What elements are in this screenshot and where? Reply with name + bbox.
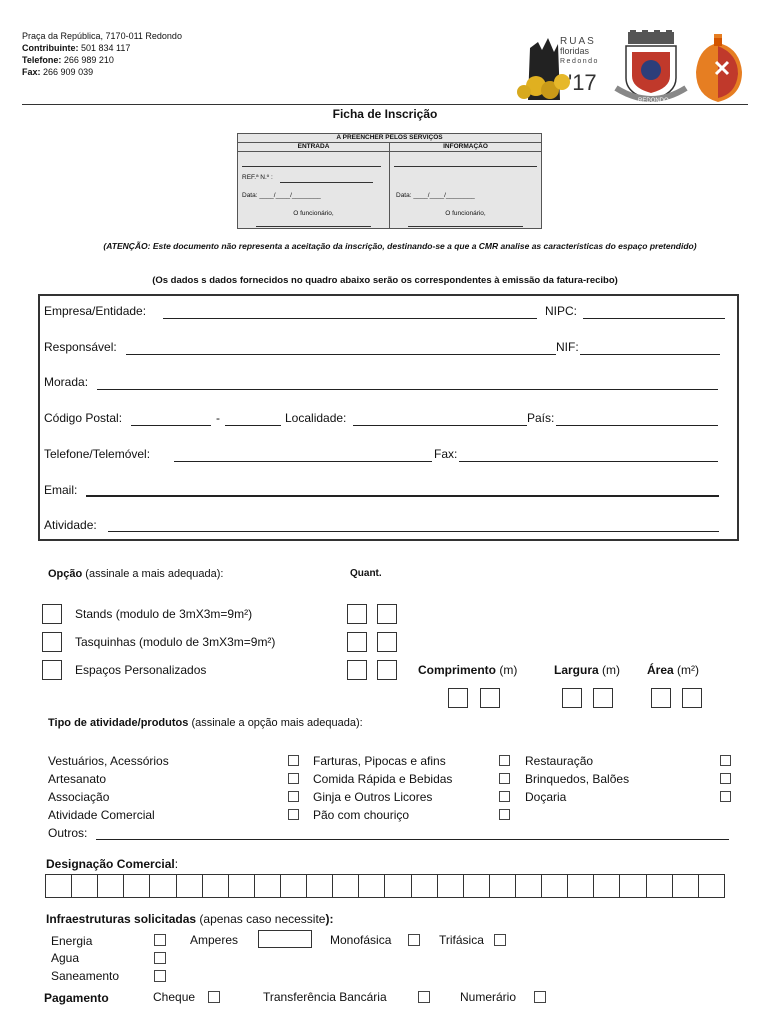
tipo-col3-checkbox[interactable]: [720, 755, 731, 766]
saneamento-label: Saneamento: [51, 969, 120, 983]
address-line: Praça da República, 7170-011 Redondo: [22, 31, 182, 41]
tipo-col1-item: Vestuários, Acessórios: [48, 754, 169, 768]
codigo-postal-input-2[interactable]: [225, 425, 281, 426]
header-divider: [22, 104, 748, 105]
tipo-col2-checkbox[interactable]: [499, 809, 510, 820]
largura-box-2[interactable]: [593, 688, 613, 708]
numerario-checkbox[interactable]: [534, 991, 546, 1003]
largura-box-1[interactable]: [562, 688, 582, 708]
espacos-quant-box-1[interactable]: [347, 660, 367, 680]
informacao-column: [390, 152, 541, 228]
espacos-quant-box-2[interactable]: [377, 660, 397, 680]
empresa-input[interactable]: [163, 318, 537, 319]
area-heading: Área (m²): [647, 663, 700, 677]
area-box-2[interactable]: [682, 688, 702, 708]
tipo-col2-checkbox[interactable]: [499, 773, 510, 784]
codigo-postal-dash: -: [216, 411, 220, 425]
tipo-heading: Tipo de atividade/produtos (assinale a opção mais adequada):: [48, 717, 363, 729]
redondo-crest-logo: [612, 30, 692, 106]
designacao-grid[interactable]: [45, 874, 725, 898]
informacao-date: Data: ____/____/________: [396, 192, 475, 199]
quant-heading: Quant.: [350, 568, 382, 579]
services-header: A PREENCHER PELOS SERVIÇOS: [238, 134, 541, 143]
telefone-input[interactable]: [174, 461, 432, 462]
contribuinte-line: Contribuinte: 501 834 117: [22, 43, 131, 53]
tasquinhas-quant-box-2[interactable]: [377, 632, 397, 652]
nif-label: NIF:: [556, 340, 579, 354]
nipc-label: NIPC:: [545, 304, 578, 318]
tasquinhas-quant-box-1[interactable]: [347, 632, 367, 652]
tipo-col2-checkbox[interactable]: [499, 755, 510, 766]
fax-line: Fax: 266 909 039: [22, 67, 94, 77]
empresa-label: Empresa/Entidade:: [44, 304, 147, 318]
morada-label: Morada:: [44, 375, 89, 389]
saneamento-checkbox[interactable]: [154, 970, 166, 982]
opcao-heading: Opção (assinale a mais adequada):: [48, 568, 224, 580]
attention-note: (ATENÇÃO: Este documento não representa a aceitação da inscrição, destinando-se a que a CMR analise as características do espaço pretendido): [103, 241, 697, 251]
localidade-input[interactable]: [353, 425, 527, 426]
transferencia-label: Transferência Bancária: [263, 990, 387, 1004]
trifasica-checkbox[interactable]: [494, 934, 506, 946]
responsavel-input[interactable]: [126, 354, 556, 355]
largura-heading: Largura (m): [554, 663, 621, 677]
ruas-floridas-logo: [508, 28, 608, 106]
monofasica-checkbox[interactable]: [408, 934, 420, 946]
comprimento-heading: Comprimento (m): [418, 663, 518, 677]
tipo-col2-item: Comida Rápida e Bebidas: [313, 772, 453, 786]
responsavel-label: Responsável:: [44, 340, 117, 354]
monofasica-label: Monofásica: [330, 933, 392, 947]
espacos-checkbox[interactable]: [42, 660, 62, 680]
designacao-heading: Designação Comercial:: [46, 857, 179, 871]
logo-redondo-text: Redondo: [560, 58, 599, 65]
tipo-col3-item: Brinquedos, Balões: [525, 772, 630, 786]
tasquinhas-label: Tasquinhas (modulo de 3mX3m=9m²): [75, 635, 276, 649]
morada-input[interactable]: [97, 389, 718, 390]
tipo-col2-item: Pão com chouriço: [313, 808, 410, 822]
logo-year-text: '17: [568, 70, 597, 95]
customer-data-box: [38, 294, 739, 541]
pottery-logo: [692, 32, 752, 104]
nipc-input[interactable]: [583, 318, 725, 319]
invoice-note: (Os dados s dados fornecidos no quadro abaixo serão os correspondentes à emissão da fatura-recibo): [152, 275, 618, 286]
tipo-col2-item: Ginja e Outros Licores: [313, 790, 433, 804]
comprimento-box-2[interactable]: [480, 688, 500, 708]
outros-input[interactable]: [96, 839, 729, 840]
energia-checkbox[interactable]: [154, 934, 166, 946]
codigo-postal-input-1[interactable]: [131, 425, 211, 426]
email-label: Email:: [44, 483, 78, 497]
trifasica-label: Trifásica: [439, 933, 484, 947]
entrada-column: [238, 152, 390, 228]
area-box-1[interactable]: [651, 688, 671, 708]
amperes-input[interactable]: [258, 930, 312, 948]
agua-label: Agua: [51, 951, 80, 965]
pais-label: País:: [527, 411, 555, 425]
tipo-col3-item: Restauração: [525, 754, 594, 768]
tipo-col1-checkbox[interactable]: [288, 809, 299, 820]
transferencia-checkbox[interactable]: [418, 991, 430, 1003]
espacos-label: Espaços Personalizados: [75, 663, 207, 677]
tipo-col1-checkbox[interactable]: [288, 755, 299, 766]
entrada-header: ENTRADA: [238, 143, 390, 151]
telefone-label: Telefone/Telemóvel:: [44, 447, 151, 461]
codigo-postal-label: Código Postal:: [44, 411, 123, 425]
nif-input[interactable]: [580, 354, 720, 355]
entrada-date: Data: ____/____/________: [242, 192, 321, 199]
crest-banner-text: REDONDO: [638, 98, 669, 104]
cheque-label: Cheque: [153, 990, 196, 1004]
fax-input[interactable]: [459, 461, 718, 462]
cheque-checkbox[interactable]: [208, 991, 220, 1003]
stands-quant-box-1[interactable]: [347, 604, 367, 624]
tipo-col2-checkbox[interactable]: [499, 791, 510, 802]
comprimento-box-1[interactable]: [448, 688, 468, 708]
address-block: [22, 30, 182, 78]
fax-label: Fax:: [434, 447, 458, 461]
informacao-header: INFORMAÇÃO: [443, 143, 488, 150]
email-input[interactable]: [86, 495, 719, 497]
infra-heading: Infraestruturas solicitadas (apenas caso necessite):: [46, 912, 334, 926]
tipo-col3-item: Doçaria: [525, 790, 567, 804]
tipo-col1-item: Artesanato: [48, 772, 107, 786]
tipo-col1-checkbox[interactable]: [288, 773, 299, 784]
stands-label: Stands (modulo de 3mX3m=9m²): [75, 607, 253, 621]
tasquinhas-checkbox[interactable]: [42, 632, 62, 652]
pagamento-heading: Pagamento: [44, 991, 109, 1005]
outros-label: Outros:: [48, 826, 88, 840]
localidade-label: Localidade:: [285, 411, 347, 425]
atividade-label: Atividade:: [44, 518, 97, 532]
tipo-col1-item: Associação: [48, 790, 110, 804]
tipo-col1-item: Atividade Comercial: [48, 808, 155, 822]
agua-checkbox[interactable]: [154, 952, 166, 964]
tipo-col3-checkbox[interactable]: [720, 791, 731, 802]
logo-floridas-text: floridas: [560, 46, 590, 56]
entrada-funcionario: O funcionário,: [293, 210, 334, 217]
stands-checkbox[interactable]: [42, 604, 62, 624]
logo-ruas-text: RUAS: [560, 36, 596, 47]
numerario-label: Numerário: [460, 990, 517, 1004]
page-title: Ficha de Inscrição: [332, 107, 438, 121]
atividade-input[interactable]: [108, 531, 719, 532]
ref-label: REF.ª N.º :: [242, 174, 273, 181]
telefone-line: Telefone: 266 989 210: [22, 55, 114, 65]
stands-quant-box-2[interactable]: [377, 604, 397, 624]
tipo-col3-checkbox[interactable]: [720, 773, 731, 784]
tipo-col1-checkbox[interactable]: [288, 791, 299, 802]
pais-input[interactable]: [556, 425, 718, 426]
services-box: [237, 133, 542, 229]
amperes-label: Amperes: [190, 933, 239, 947]
tipo-col2-item: Farturas, Pipocas e afins: [313, 754, 446, 768]
energia-label: Energia: [51, 934, 93, 948]
informacao-funcionario: O funcionário,: [445, 210, 486, 217]
